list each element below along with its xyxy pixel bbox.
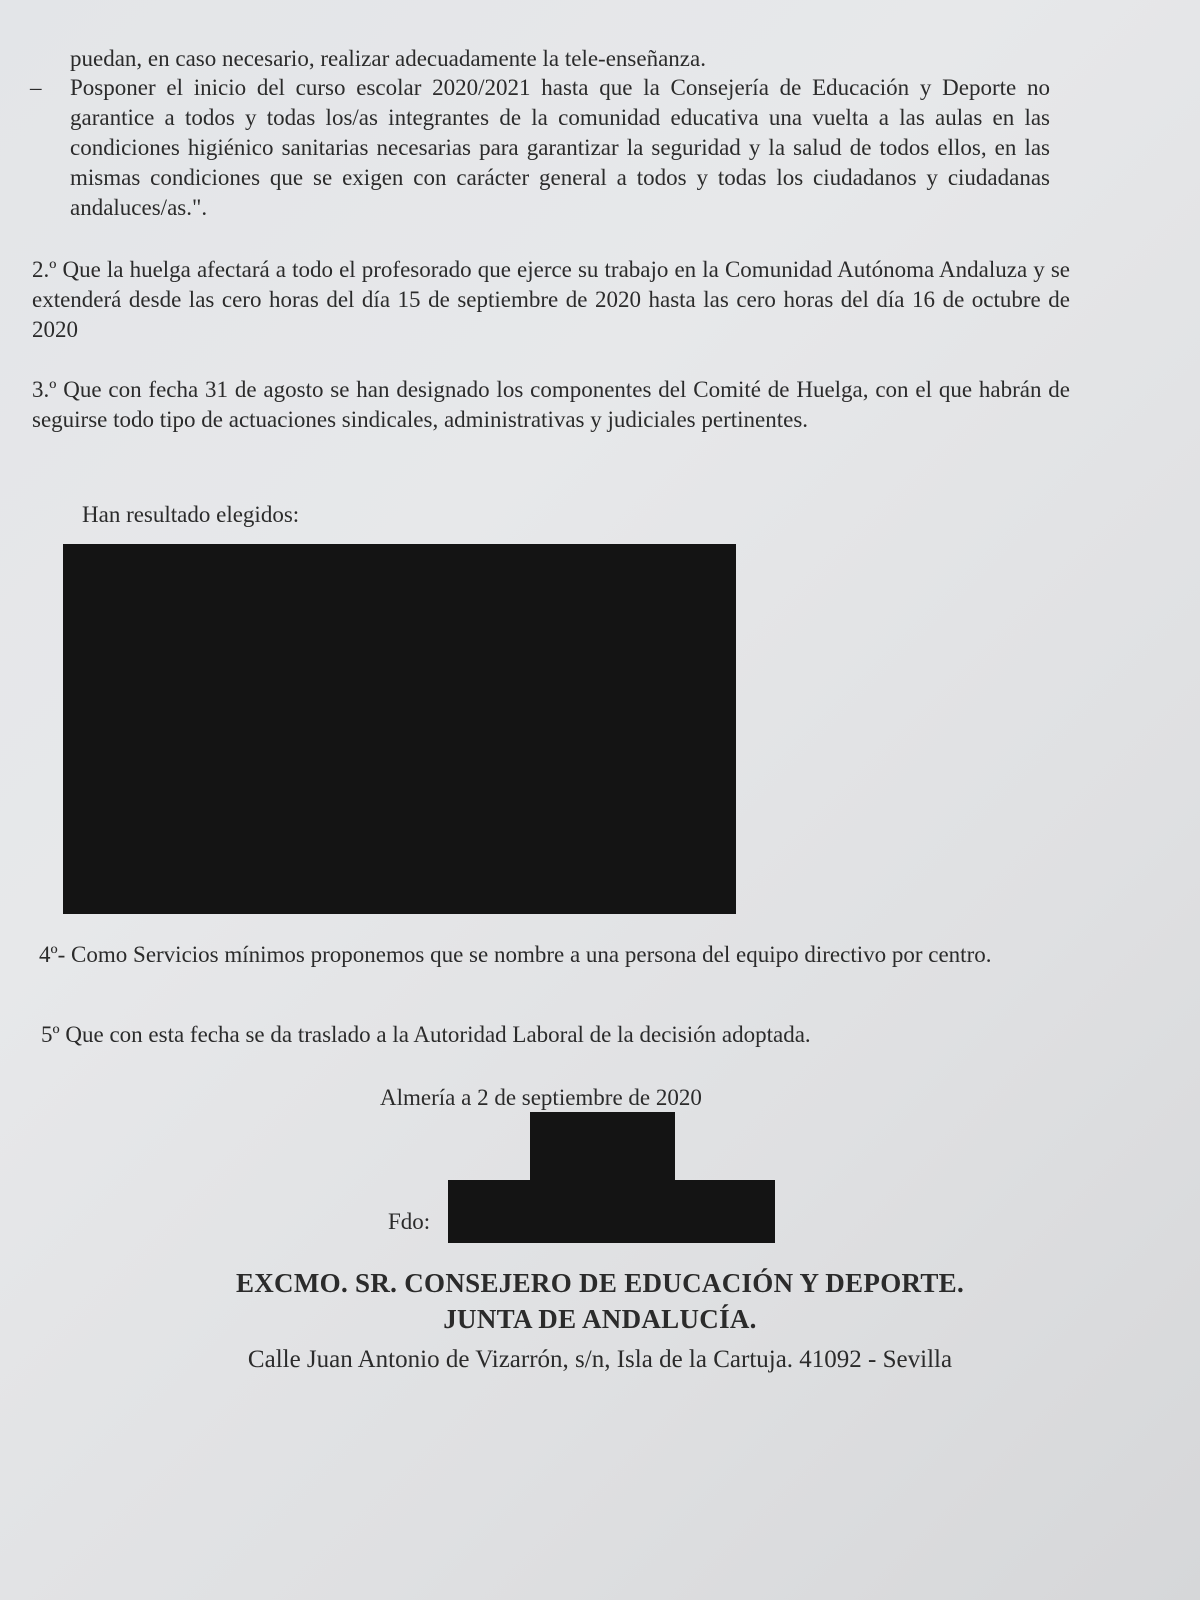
signature-label: Fdo: — [388, 1209, 431, 1234]
recipient-title: EXCMO. SR. CONSEJERO DE EDUCACIÓN Y DEPORTE. — [235, 1268, 965, 1298]
point-2-paragraph: 2.º Que la huelga afectará a todo el profesorado que ejerce su trabajo en la Comunidad Autónoma Andaluza y se extenderá desde las cero horas del día 15 de septiembre de 2020 hasta las cero horas del día 16 de octubre de 2020 — [32, 257, 1070, 342]
recipient-org: JUNTA DE ANDALUCÍA. — [443, 1304, 757, 1334]
elected-label: Han resultado elegidos: — [82, 502, 300, 527]
redacted-signature — [530, 1112, 675, 1182]
place-date: Almería a 2 de septiembre de 2020 — [380, 1085, 702, 1110]
redacted-names-block — [63, 544, 736, 914]
recipient-address: Calle Juan Antonio de Vizarrón, s/n, Isla de la Cartuja. 41092 - Sevilla — [247, 1346, 953, 1373]
point-3-paragraph: 3.º Que con fecha 31 de agosto se han designado los componentes del Comité de Huelga, con el que habrán de seguirse todo tipo de actuaciones sindicales, administrativas y judiciales pertinentes. — [32, 377, 1070, 432]
point-5-paragraph: 5º Que con esta fecha se da traslado a la Autoridad Laboral de la decisión adoptada. — [41, 1022, 811, 1047]
bullet-paragraph: Posponer el inicio del curso escolar 2020/2021 hasta que la Consejería de Educación y Deporte no garantice a todos y todas los/as integrantes de la comunidad educativa una vuelta a las aulas en las condiciones higiénico sanitarias necesarias para garantizar la seguridad y la salud de todos ellos, en las mismas condiciones que se exigen con carácter general a todos y todas los ciudadanos y ciudadanas andaluces/as.". — [70, 75, 1050, 220]
bullet-dash: – — [30, 75, 42, 100]
redacted-signer-name — [448, 1180, 775, 1243]
intro-line: puedan, en caso necesario, realizar adecuadamente la tele-enseñanza. — [70, 46, 706, 71]
point-4-paragraph: 4º- Como Servicios mínimos proponemos que se nombre a una persona del equipo directivo por centro. — [39, 942, 992, 967]
